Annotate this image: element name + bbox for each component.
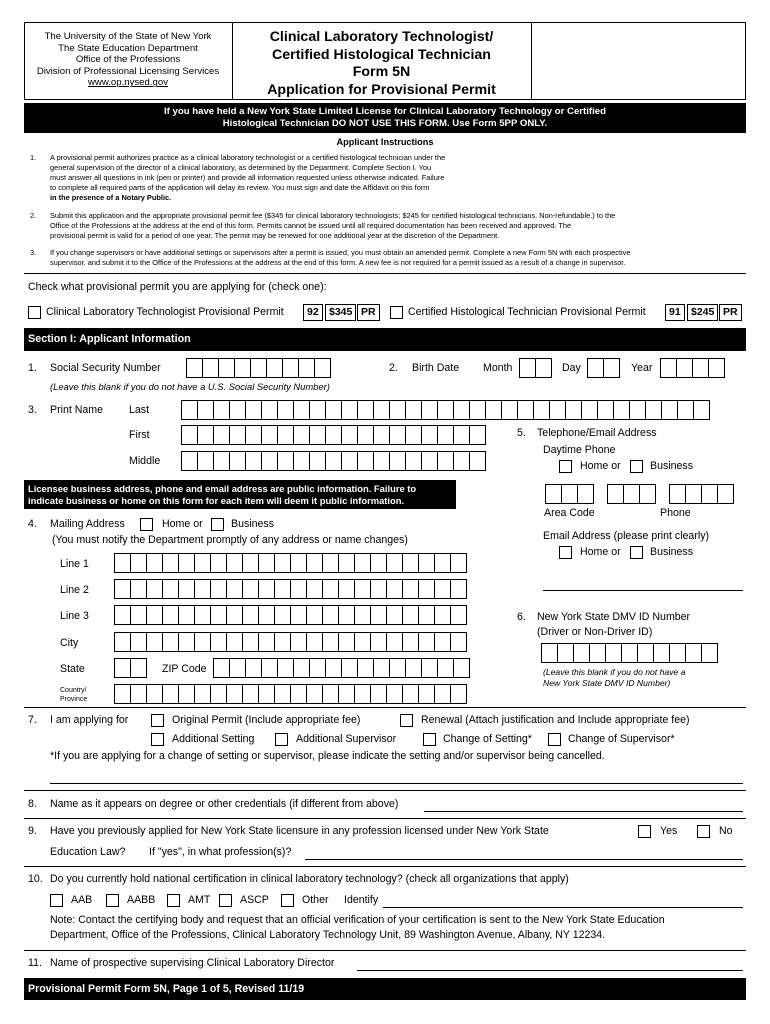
state-field[interactable] <box>114 658 146 678</box>
q6-note-line: (Leave this blank if you do not have a <box>543 667 686 677</box>
last-name-field[interactable] <box>181 400 709 420</box>
agency-line: The State Education Department <box>58 42 198 54</box>
phone-line-field[interactable] <box>669 484 733 504</box>
address-line3-field[interactable] <box>114 605 466 625</box>
identify-input-line[interactable] <box>383 907 743 908</box>
middle-name-field[interactable] <box>181 451 485 471</box>
q8-number: 8. <box>28 798 37 810</box>
phone-business-label: Business <box>650 460 693 472</box>
renewal-checkbox[interactable] <box>400 714 413 727</box>
other-org-label: Other <box>302 894 329 906</box>
instruction-line: to complete all required parts of the application will delay its review. You must sign and date the Affidavit on this form <box>50 183 430 192</box>
daytime-phone-label: Daytime Phone <box>543 444 616 456</box>
divider <box>24 950 746 951</box>
first-name-label: First <box>129 429 150 441</box>
change-supervisor-checkbox[interactable] <box>548 733 561 746</box>
instruction-1 <box>50 153 750 203</box>
instruction-line: Office of the Professions at the address at the end of this form. Permits cannot be issued until all required documentation has been received and approved. The <box>50 221 572 230</box>
q11-label: Name of prospective supervising Clinical Laboratory Director <box>50 957 335 969</box>
email-input-line[interactable] <box>543 590 743 591</box>
aabb-checkbox[interactable] <box>106 894 119 907</box>
line3-label: Line 3 <box>60 610 89 622</box>
address-line2-field[interactable] <box>114 579 466 599</box>
title-line: Certified Histological Technician <box>272 46 491 63</box>
divider <box>24 273 746 274</box>
instruction-line: A provisional permit authorizes practice as a clinical laboratory technologist or a certified histological technician under the <box>50 153 446 162</box>
q11-input-line[interactable] <box>357 970 743 971</box>
additional-setting-checkbox[interactable] <box>151 733 164 746</box>
clt-permit-fee: $345 <box>325 304 356 321</box>
public-info-notice <box>24 480 456 509</box>
instruction-line: If you change supervisors or have additional settings or supervisors after a permit is issued, you must obtain an amended permit. Complete a new Form 5N with each prospective <box>50 248 631 257</box>
birth-month-field[interactable] <box>519 358 551 378</box>
country-field[interactable] <box>114 684 466 704</box>
q8-input-line[interactable] <box>424 811 743 812</box>
cht-permit-checkbox[interactable] <box>390 306 403 319</box>
q1-note: (Leave this blank if you do not have a U.S. Social Security Number) <box>50 381 330 392</box>
q10-note <box>50 913 665 943</box>
state-label: State <box>60 663 85 675</box>
additional-setting-label: Additional Setting <box>172 733 255 745</box>
q9-yes-checkbox[interactable] <box>638 825 651 838</box>
divider <box>24 707 746 708</box>
title-line: Form 5N <box>352 64 411 80</box>
clt-permit-code: 92 <box>303 304 323 321</box>
cht-permit-code: 91 <box>665 304 685 321</box>
agency-block <box>24 31 232 89</box>
warning-banner <box>24 103 746 133</box>
phone-home-checkbox[interactable] <box>559 460 572 473</box>
q8-label: Name as it appears on degree or other credentials (if different from above) <box>50 798 399 810</box>
instruction-2 <box>50 211 750 241</box>
cht-permit-label: Certified Histological Technician Provisional Permit <box>408 306 646 318</box>
line1-label: Line 1 <box>60 558 89 570</box>
renewal-label: Renewal (Attach justification and Include appropriate fee) <box>421 714 690 726</box>
middle-name-label: Middle <box>129 455 161 467</box>
q3-label: Print Name <box>50 404 103 416</box>
birth-year-field[interactable] <box>660 358 724 378</box>
amt-label: AMT <box>188 894 211 906</box>
identify-label: Identify <box>344 894 379 906</box>
divider <box>24 866 746 867</box>
notice-line: Licensee business address, phone and email address are public information. Failure to <box>28 483 417 494</box>
q9-yes-label: Yes <box>660 825 678 837</box>
last-name-label: Last <box>129 404 150 416</box>
year-label: Year <box>631 362 653 374</box>
instruction-line: general supervision of the director of a clinical laboratory, as determined by the Department. Complete Section I. You <box>50 163 432 172</box>
q2-number: 2. <box>389 362 398 374</box>
change-setting-checkbox[interactable] <box>423 733 436 746</box>
warning-line: Histological Technician DO NOT USE THIS FORM. Use Form 5PP ONLY. <box>222 118 548 129</box>
province-text: Province <box>60 696 88 703</box>
q9-number: 9. <box>28 825 37 837</box>
email-label: Email Address (please print clearly) <box>543 530 710 542</box>
agency-line: Division of Professional Licensing Services <box>36 65 220 77</box>
form-title <box>232 29 531 99</box>
instruction-line: provisional permit is valid for a period of one year. The permit may be renewed for one additional year at the discretion of the Department. <box>50 231 500 240</box>
city-field[interactable] <box>114 632 466 652</box>
q7-note: *If you are applying for a change of setting or supervisor, please indicate the setting and/or supervisor being cancelled. <box>50 750 605 762</box>
q11-number: 11. <box>28 957 42 969</box>
q5-label: Telephone/Email Address <box>537 427 657 439</box>
header-divider <box>531 22 532 100</box>
permit-choice-prompt: Check what provisional permit you are applying for (check one): <box>28 281 327 293</box>
line2-label: Line 2 <box>60 584 89 596</box>
day-label: Day <box>562 362 581 374</box>
mail-business-label: Business <box>231 518 274 530</box>
section-title: Section I: Applicant Information <box>28 333 191 345</box>
aabb-label: AABB <box>127 894 156 906</box>
q9-label-2: Education Law? <box>50 846 126 858</box>
area-code-label: Area Code <box>544 507 595 519</box>
q6-note <box>543 667 685 689</box>
email-business-checkbox[interactable] <box>630 546 643 559</box>
instruction-number: 2. <box>30 211 37 220</box>
phone-business-checkbox[interactable] <box>630 460 643 473</box>
mail-home-label: Home or <box>162 518 203 530</box>
divider <box>24 818 746 819</box>
footer-text: Provisional Permit Form 5N, Page 1 of 5, Revised 11/19 <box>28 983 305 995</box>
ssn-field[interactable] <box>186 358 330 378</box>
additional-supervisor-label: Additional Supervisor <box>296 733 397 745</box>
q4-label: Mailing Address <box>50 518 125 530</box>
phone-prefix-field[interactable] <box>607 484 655 504</box>
q9-no-checkbox[interactable] <box>697 825 710 838</box>
divider <box>24 790 746 791</box>
q1-number: 1. <box>28 362 37 374</box>
mail-business-checkbox[interactable] <box>211 518 224 531</box>
q9-label: Have you previously applied for New York State licensure in any profession licensed under New York State <box>50 825 549 837</box>
q7-number: 7. <box>28 714 37 726</box>
original-permit-checkbox[interactable] <box>151 714 164 727</box>
q10-number: 10. <box>28 873 43 885</box>
country-label <box>60 686 87 704</box>
clt-permit-label: Clinical Laboratory Technologist Provisional Permit <box>46 306 284 318</box>
q6-number: 6. <box>517 611 526 623</box>
page-footer <box>24 978 746 1000</box>
change-supervisor-label: Change of Supervisor* <box>568 733 675 745</box>
q10-label: Do you currently hold national certification in clinical laboratory technology? (check all organizations that apply) <box>50 873 569 885</box>
q3-number: 3. <box>28 404 37 416</box>
ascp-checkbox[interactable] <box>219 894 232 907</box>
instruction-line: in the presence of a Notary Public. <box>50 193 172 202</box>
q9-no-label: No <box>719 825 733 837</box>
ascp-label: ASCP <box>240 894 269 906</box>
email-home-checkbox[interactable] <box>559 546 572 559</box>
email-home-label: Home or <box>580 546 621 558</box>
section-1-header <box>24 328 746 351</box>
q2-label: Birth Date <box>412 362 460 374</box>
amt-checkbox[interactable] <box>167 894 180 907</box>
aab-label: AAB <box>71 894 93 906</box>
month-label: Month <box>483 362 513 374</box>
phone-label: Phone <box>660 507 691 519</box>
address-line1-field[interactable] <box>114 553 466 573</box>
instructions-heading: Applicant Instructions <box>336 137 434 147</box>
change-setting-label: Change of Setting* <box>443 733 532 745</box>
q4-number: 4. <box>28 518 37 530</box>
q7-label: I am applying for <box>50 714 129 726</box>
agency-line: Office of the Professions <box>75 54 181 66</box>
instruction-line: supervisor, and submit it to the Office of the Professions at the address at the end of this form. A new fee is not required for a permit issued as a result of a change in supervisor. <box>50 258 626 267</box>
first-name-field[interactable] <box>181 425 485 445</box>
q10-note-line: Department, Office of the Professions, Clinical Laboratory Technology Unit, 89 Washington Avenue, Albany, NY 12234. <box>50 929 606 941</box>
other-org-checkbox[interactable] <box>281 894 294 907</box>
q9-input-line[interactable] <box>305 859 743 860</box>
warning-line: If you have held a New York State Limited License for Clinical Laboratory Technology or Certified <box>164 106 606 117</box>
q6-sub: (Driver or Non-Driver ID) <box>537 626 653 638</box>
title-line: Application for Provisional Permit <box>267 81 496 98</box>
zip-label: ZIP Code <box>162 663 207 675</box>
email-business-label: Business <box>650 546 693 558</box>
original-permit-label: Original Permit (Include appropriate fee) <box>172 714 361 726</box>
clt-permit-checkbox[interactable] <box>28 306 41 319</box>
city-label: City <box>60 637 79 649</box>
instruction-number: 1. <box>30 153 37 162</box>
instruction-line: Submit this application and the appropriate provisional permit fee ($345 for clinical laboratory technologists; $245 for certified histological technicians. Non-refundable.) to the <box>50 211 616 220</box>
instruction-line: must answer all questions in ink (pen or printer) and provide all information requested unless otherwise indicated. Failure <box>50 173 445 182</box>
phone-home-label: Home or <box>580 460 621 472</box>
q4-note: (You must notify the Department promptly of any address or name changes) <box>52 534 408 546</box>
area-code-field[interactable] <box>545 484 593 504</box>
instruction-number: 3. <box>30 248 37 257</box>
cht-permit-suffix: PR <box>719 304 742 321</box>
additional-supervisor-checkbox[interactable] <box>275 733 288 746</box>
website-link[interactable]: www.op.nysed.gov <box>88 77 168 89</box>
cht-permit-fee: $245 <box>687 304 718 321</box>
q6-note-line: New York State DMV ID Number) <box>543 678 671 688</box>
q7-input-line[interactable] <box>50 783 743 784</box>
notice-line: indicate business or home on this form for each item will deem it public information. <box>28 495 405 506</box>
q6-label: New York State DMV ID Number <box>537 611 691 623</box>
country-text: Country/ <box>60 687 87 694</box>
agency-line: The University of the State of New York <box>44 31 212 42</box>
instruction-3 <box>50 248 750 268</box>
title-line: Clinical Laboratory Technologist/ <box>269 29 494 45</box>
aab-checkbox[interactable] <box>50 894 63 907</box>
mail-home-checkbox[interactable] <box>140 518 153 531</box>
q9-label-3: If "yes", in what profession(s)? <box>149 846 292 858</box>
q10-note-line: Note: Contact the certifying body and request that an official verification of your certification is sent to the New York State Education <box>50 914 665 926</box>
dmv-id-field[interactable] <box>541 643 717 663</box>
q5-number: 5. <box>517 427 526 439</box>
zip-field[interactable] <box>213 658 469 678</box>
clt-permit-suffix: PR <box>357 304 380 321</box>
birth-day-field[interactable] <box>587 358 619 378</box>
q1-label: Social Security Number <box>50 362 161 374</box>
